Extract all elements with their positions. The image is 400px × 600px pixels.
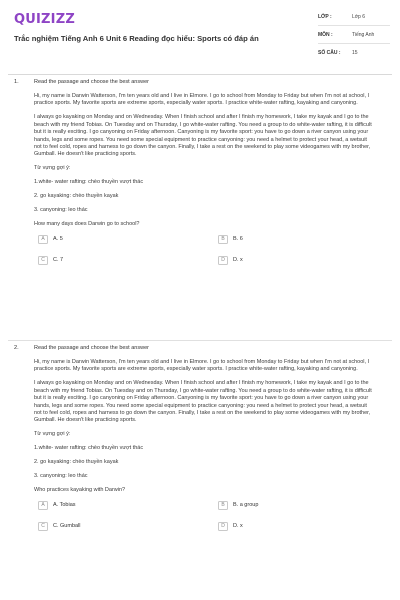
vocab-item-3: 3. canyoning: leo thác <box>34 473 88 480</box>
meta-row-class <box>318 8 390 26</box>
question-divider <box>8 340 392 341</box>
option-b[interactable] <box>218 235 243 244</box>
option-letter-box[interactable]: A <box>38 501 48 510</box>
answer-options <box>34 501 374 541</box>
meta-row-count <box>318 44 390 62</box>
question-body <box>34 345 374 541</box>
question-2 <box>8 345 392 541</box>
option-c[interactable] <box>38 256 63 265</box>
question-instruction: Read the passage and choose the best answer <box>34 79 149 85</box>
option-text: D. x <box>233 523 243 530</box>
vocab-title: Từ vựng gợi ý: <box>34 431 71 438</box>
vocab-item-1: 1.white- water rafting: chèo thuyền vượt thác <box>34 179 144 186</box>
passage-paragraph-1: Hi, my name is Darwin Watterson, I'm ten years old and I live in Elmore. I go to school from Monday to Friday but when I'm not at school, I practice sports. My favorite sports are extreme sports, especially water sports. I practice white-water rafting, kayaking and canyoning. <box>34 359 370 373</box>
vocab-item-3: 3. canyoning: leo thác <box>34 207 88 214</box>
option-letter-box[interactable]: B <box>218 235 228 244</box>
question-number: 2. <box>14 345 19 351</box>
option-text: C. 7 <box>53 257 64 264</box>
option-letter-box[interactable]: D <box>218 256 228 265</box>
option-d[interactable] <box>218 522 243 531</box>
option-text: C. Gumball <box>53 523 81 530</box>
meta-value-subject: Tiếng Anh <box>352 31 375 38</box>
passage-paragraph-2: I always go kayaking on Monday and on Wednesday. When I finish school and after I finish my homework, I take my kayak and I go to the beach with my friend Tobias. On Tuesday and on Thursday, I go white-water rafting. You need a group to do white-water rafting, it is difficult but it is really exciting. I go canyoning on Friday afternoon. Canyoning is my favorite sport: you have to go down a river canyon using your hands, legs and some ropes. You need some special equipment to practice canyoning: you need a helmet to protect your head, a wetsuit not to feel cold, ropes and harness to go down the canyon. Finally, I take a rest on the weekend to play some videogames with my brother, Gumball. He doesn't like practicing sports. <box>34 114 372 158</box>
meta-label-class: LỚP : <box>318 13 332 20</box>
option-text: A. 5 <box>53 236 63 243</box>
option-letter-box[interactable]: B <box>218 501 228 510</box>
option-text: D. x <box>233 257 243 264</box>
question-body <box>34 79 374 275</box>
option-d[interactable] <box>218 256 243 265</box>
question-instruction: Read the passage and choose the best answer <box>34 345 149 351</box>
question-prompt: Who practices kayaking with Darwin? <box>34 487 126 494</box>
worksheet-header <box>0 0 400 70</box>
meta-label-subject: MÔN : <box>318 31 333 38</box>
quizizz-logo: QUIZIZZ <box>14 12 75 27</box>
meta-value-count: 15 <box>352 50 358 56</box>
vocab-title: Từ vựng gợi ý: <box>34 165 71 172</box>
vocab-item-2: 2. go kayaking: chèo thuyền kayak <box>34 459 119 466</box>
option-text: A. Tobias <box>53 502 76 509</box>
worksheet-meta <box>318 8 390 62</box>
option-b[interactable] <box>218 501 258 510</box>
vocab-item-2: 2. go kayaking: chèo thuyền kayak <box>34 193 119 200</box>
header-divider <box>8 74 392 75</box>
vocab-item-1: 1.white- water rafting: chèo thuyền vượt thác <box>34 445 144 452</box>
meta-label-count: SỐ CÂU : <box>318 50 341 56</box>
meta-row-subject <box>318 26 390 44</box>
option-a[interactable] <box>38 235 63 244</box>
option-text: B. 6 <box>233 236 243 243</box>
meta-value-class: Lớp 6 <box>352 13 366 20</box>
answer-options <box>34 235 374 275</box>
question-prompt: How many days does Darwin go to school? <box>34 221 140 228</box>
option-text: B. a group <box>233 502 259 509</box>
question-1 <box>8 79 392 275</box>
option-letter-box[interactable]: D <box>218 522 228 531</box>
option-letter-box[interactable]: C <box>38 522 48 531</box>
page-title: Trắc nghiệm Tiếng Anh 6 Unit 6 Reading đọc hiểu: Sports có đáp án <box>14 34 259 43</box>
question-number: 1. <box>14 79 19 85</box>
option-a[interactable] <box>38 501 76 510</box>
option-letter-box[interactable]: A <box>38 235 48 244</box>
option-c[interactable] <box>38 522 81 531</box>
option-letter-box[interactable]: C <box>38 256 48 265</box>
passage-paragraph-2: I always go kayaking on Monday and on Wednesday. When I finish school and after I finish my homework, I take my kayak and I go to the beach with my friend Tobias. On Tuesday and on Thursday, I go white-water rafting. You need a group to do white-water rafting, it is difficult but it is really exciting. I go canyoning on Friday afternoon. Canyoning is my favorite sport: you have to go down a river canyon using your hands, legs and some ropes. You need some special equipment to practice canyoning: you need a helmet to protect your head, a wetsuit not to feel cold, ropes and harness to go down the canyon. Finally, I take a rest on the weekend to play some videogames with my brother, Gumball. He doesn't like practicing sports. <box>34 380 372 424</box>
passage-paragraph-1: Hi, my name is Darwin Watterson, I'm ten years old and I live in Elmore. I go to school from Monday to Friday but when I'm not at school, I practice sports. My favorite sports are extreme sports, especially water sports. I practice white-water rafting, kayaking and canyoning. <box>34 93 370 107</box>
